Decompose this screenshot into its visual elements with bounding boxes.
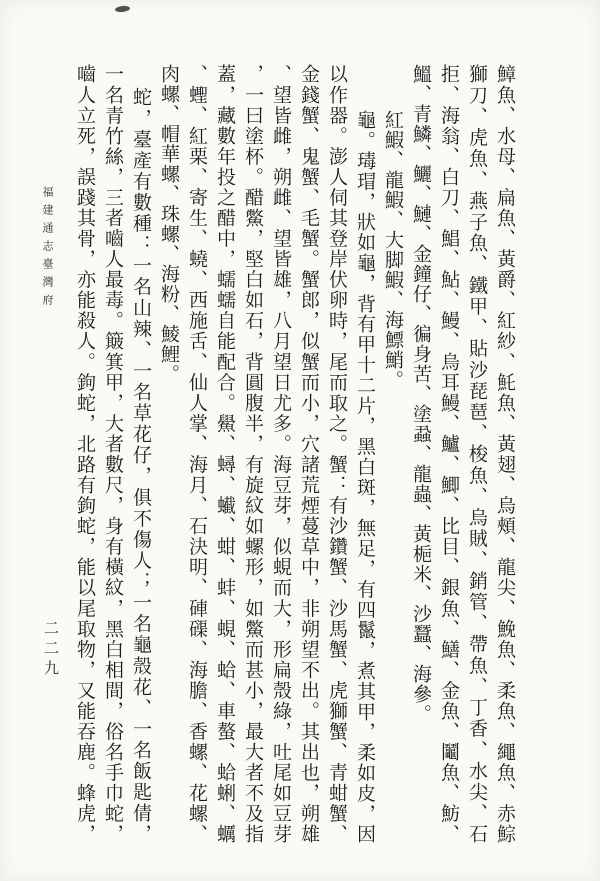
text-column: 以作器。澎人伺其登岸伏卵時，尾而取之。蟹：有沙鑽蟹、沙馬蟹、虎獅蟹、青蚶蟹、 (326, 64, 347, 844)
book-title-margin: 福建通志臺灣府 (41, 186, 53, 312)
ink-speck (115, 5, 131, 13)
text-block (74, 64, 514, 844)
text-column: 鱆魚、水母、扁魚、黃爵、紅紗、魠魚、黃翅、烏頰、龍尖、鮸魚、柔魚、繩魚、赤鯮 (494, 64, 515, 844)
page-number: 二二九 (42, 620, 58, 680)
text-column: ，一曰塗杯。醋鱉，堅白如石，背圓腹半，有旋紋如螺形，如鱉而甚小，最大者不及指 (242, 64, 263, 844)
text-column: 鰮、青鱗、鱺、鰱、金鐘仔、徧身苦、塗蝨、龍蟲、黃梔米、沙蠶、海參。 (410, 64, 431, 724)
text-column: 蓋，藏數年投之醋中，蠕蠕自能配合。鱟、蟳、蠘、蚶、蚌、蜆、蛤、車螯、蛤蜊、蠣 (214, 64, 235, 844)
text-column: 、蟶、紅栗、寄生、蟯、西施舌、仙人掌、海月、石決明、硨磲、海膽、香螺、花螺、 (186, 64, 207, 844)
text-column: 一名青竹絲，三者嚙人最毒。簸箕甲，大者數尺，身有橫紋，黑白相間，俗名手巾蛇， (102, 64, 123, 844)
text-column: 獅刀、虎魚、燕子魚、鐵甲、貼沙琵琶、梭魚、烏賊、銷管、帶魚、丁香、水尖、石 (466, 64, 487, 844)
text-column: 肉螺、帽華螺、珠螺、海粉、鯪鯉。 (158, 64, 179, 384)
text-column: 紅鰕、龍鰕、大脚鰕、海鰾鮹。 (382, 110, 403, 390)
text-column: 拒、海翁、白刀、鯧、鮎、鰻、烏耳鰻、鱸、鯽、比目、銀魚、鱔、金魚、鬮魚、魴、 (438, 64, 459, 844)
text-column: 蛇，臺產有數種：一名山辣、一名草花仔，俱不傷人；一名龜殼花、一名飯匙倩， (130, 87, 151, 844)
text-column: 嚙人立死，誤踐其骨，亦能殺人。鉤蛇，北路有鉤蛇，能以尾取物，又能吞鹿。蜂虎， (74, 64, 95, 844)
text-column: 龜。瑇瑁，狀如龜，背有甲十二片，黑白斑，無足，有四鬣，煮其甲，柔如皮，因 (354, 110, 375, 844)
text-column: 金錢蟹、鬼蟹、毛蟹。蟹郎，似蟹而小，穴諸荒煙蔓草中，非朔望不出。其出也，朔雄 (298, 64, 319, 844)
text-column: 、望皆雌，朔雌、望皆雄，八月望日尤多。海豆芽，似蜆而大，形扁殼綠，吐尾如豆芽 (270, 64, 291, 844)
